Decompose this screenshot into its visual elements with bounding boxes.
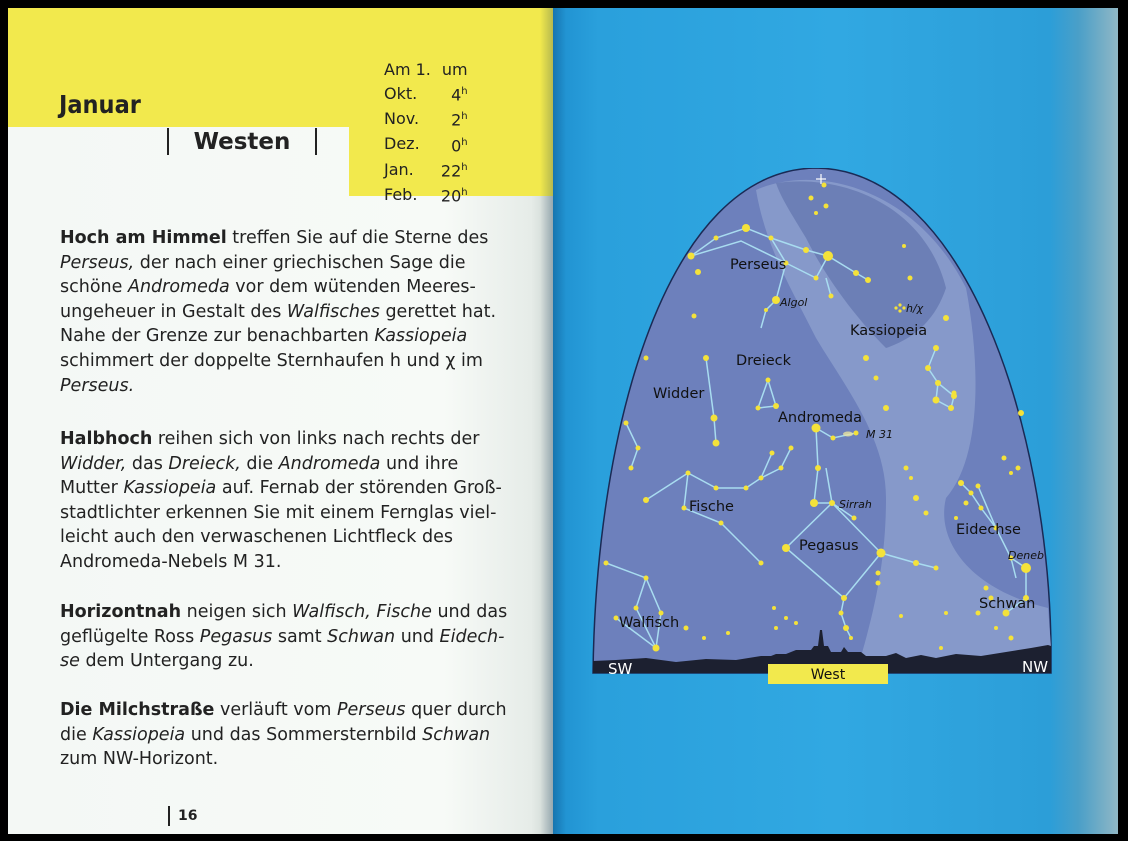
label-fische: Fische (689, 499, 734, 515)
time-table-month: Nov. (384, 108, 420, 128)
label-widder: Widder (653, 386, 705, 402)
label-perseus: Perseus (730, 257, 787, 273)
time-table-month: Okt. (384, 83, 418, 103)
page-gutter (540, 8, 566, 834)
star-map (586, 168, 1056, 688)
time-table-header (384, 59, 468, 81)
paragraph-milky-way: Die Milchstraße verläuft vom Perseus quer durch die Kassiopeia und das Sommersternbild Schwan zum NW-Horizont. (60, 700, 507, 770)
horizon-sw: SW (608, 660, 633, 678)
label-m31: M 31 (866, 428, 893, 441)
label-schwan: Schwan (979, 596, 1036, 612)
direction-title: Westen (193, 129, 291, 155)
horizon-nw: NW (1022, 658, 1049, 676)
direction-heading (167, 128, 317, 155)
left-page (8, 8, 553, 834)
time-table-row (384, 182, 468, 207)
time-table-header-time: um (441, 60, 468, 79)
paragraph-high-sky: Hoch am Himmel treffen Sie auf die Sterne des Perseus, der nach einer griechischen Sage die schöne Andromeda vor dem wütenden Meeresungeheuer in Gestalt des Walfisches gerettet hat. Nahe der Grenze zur benachbarten Kassiopeia schimmert der doppelte Sternhaufen h und χ im Perseus. (60, 228, 497, 396)
time-table-row (384, 81, 468, 106)
label-andromeda: Andromeda (778, 410, 862, 426)
label-pegasus: Pegasus (799, 538, 859, 554)
time-table-hour: 20$^h$ (440, 186, 468, 206)
label-algol: Algol (780, 296, 808, 309)
time-table-row (384, 106, 468, 131)
page-number: 16 (168, 806, 197, 826)
time-table-hour: 4$^h$ (451, 85, 468, 105)
label-deneb: Deneb (1008, 549, 1044, 562)
label-walfisch: Walfisch (619, 615, 680, 631)
label-h-chi: h/χ (906, 302, 924, 315)
m31-galaxy (843, 432, 853, 437)
label-sirrah: Sirrah (839, 498, 872, 511)
time-table-month: Jan. (384, 159, 414, 179)
horizon-west: West (810, 667, 846, 683)
observation-time-table (384, 59, 468, 208)
time-table-month: Feb. (384, 184, 418, 204)
paragraph-mid-sky: Halbhoch reihen sich von links nach rechts der Widder, das Dreieck, die Andromeda und ihre Mutter Kassiopeia auf. Fernab der störenden Großstadtlichter erkennen Sie mit einem Fernglas vielleicht auch den verwaschenen Lichtfleck des Andromeda-Nebels M 31. (60, 429, 502, 572)
paragraph-near-horizon: Horizontnah neigen sich Walfisch, Fische und das geflügelte Ross Pegasus samt Schwan und Eidechse dem Untergang zu. (60, 602, 508, 672)
label-kassiopeia: Kassiopeia (850, 323, 928, 339)
time-table-month: Dez. (384, 134, 420, 154)
time-table-row (384, 157, 468, 182)
time-table-header-date: Am 1. (384, 60, 431, 79)
time-table-hour: 22$^h$ (440, 161, 468, 181)
label-eidechse: Eidechse (956, 522, 1021, 538)
time-table-row (384, 132, 468, 157)
time-table-hour: 0$^h$ (451, 135, 468, 155)
month-title: Januar (59, 90, 141, 119)
label-dreieck: Dreieck (736, 353, 792, 369)
time-table-hour: 2$^h$ (451, 110, 468, 130)
book-spread (8, 8, 1118, 834)
